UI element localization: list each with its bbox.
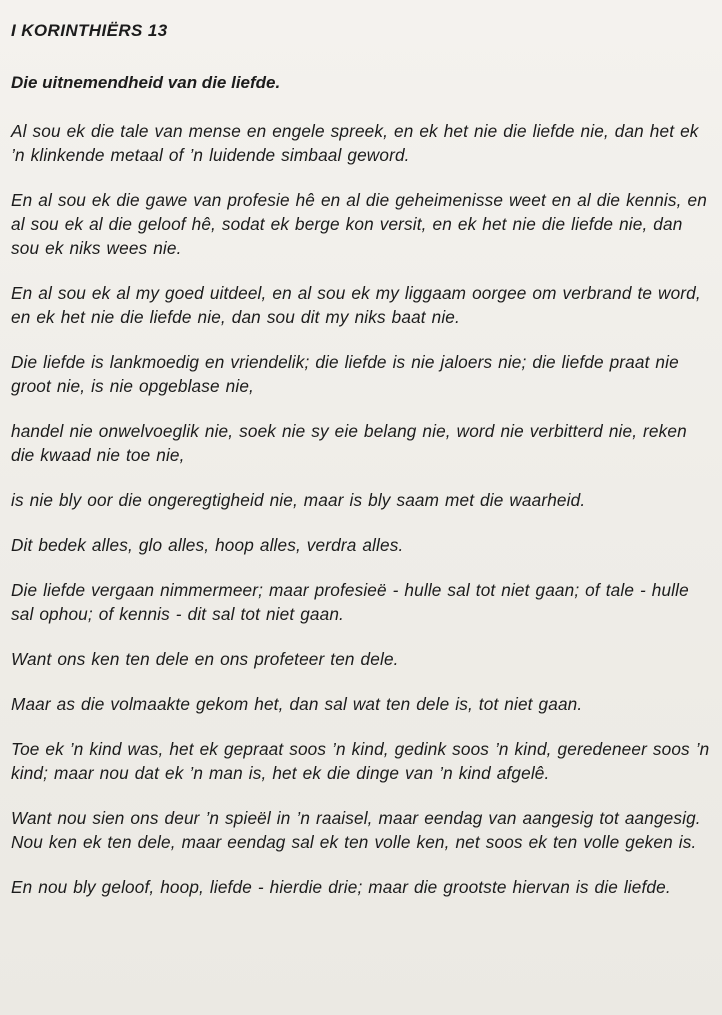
verse-paragraph: En al sou ek die gawe van profesie hê en al die geheimenisse weet en al die kennis, en al sou ek al die geloof hê, sodat ek berge kon versit, en ek het nie die liefde nie, dan sou ek niks wees nie. bbox=[11, 190, 707, 258]
verse-paragraph: Want nou sien ons deur ’n spieël in ’n raaisel, maar eendag van aangesig tot aangesig. Nou ken ek ten dele, maar eendag sal ek ten volle ken, net soos ek ten volle geken is. bbox=[11, 808, 701, 852]
verse-paragraph: handel nie onwelvoeglik nie, soek nie sy eie belang nie, word nie verbitterd nie, reken die kwaad nie toe nie, bbox=[11, 421, 687, 465]
verse-paragraph: En al sou ek al my goed uitdeel, en al sou ek my liggaam oorgee om verbrand te word, en ek het nie die liefde nie, dan sou dit my niks baat nie. bbox=[11, 283, 701, 327]
verse-paragraph: Dit bedek alles, glo alles, hoop alles, verdra alles. bbox=[11, 535, 404, 555]
verse-paragraph: Al sou ek die tale van mense en engele spreek, en ek het nie die liefde nie, dan het ek ’n klinkende metaal of ’n luidende simbaal geword. bbox=[11, 121, 699, 165]
verse-paragraph: is nie bly oor die ongeregtigheid nie, maar is bly saam met die waarheid. bbox=[11, 490, 586, 510]
verse-paragraph: Want ons ken ten dele en ons profeteer ten dele. bbox=[11, 649, 399, 669]
section-heading: Die uitnemendheid van die liefde. bbox=[11, 73, 281, 92]
verse-paragraph: Maar as die volmaakte gekom het, dan sal wat ten dele is, tot niet gaan. bbox=[11, 694, 583, 714]
verse-paragraph: Die liefde is lankmoedig en vriendelik; die liefde is nie jaloers nie; die liefde praat nie groot nie, is nie opgeblase nie, bbox=[11, 352, 679, 396]
verse-paragraph: Die liefde vergaan nimmermeer; maar profesieë - hulle sal tot niet gaan; of tale - hulle sal ophou; of kennis - dit sal tot niet gaan. bbox=[11, 580, 689, 624]
document-body bbox=[11, 20, 711, 920]
verse-paragraph: En nou bly geloof, hoop, liefde - hierdie drie; maar die grootste hiervan is die liefde. bbox=[11, 877, 671, 897]
verse-paragraph: Toe ek ’n kind was, het ek gepraat soos ’n kind, gedink soos ’n kind, geredeneer soos ’n kind; maar nou dat ek ’n man is, het ek die dinge van ’n kind afgelê. bbox=[11, 739, 710, 783]
chapter-title: I KORINTHIËRS 13 bbox=[11, 21, 168, 40]
